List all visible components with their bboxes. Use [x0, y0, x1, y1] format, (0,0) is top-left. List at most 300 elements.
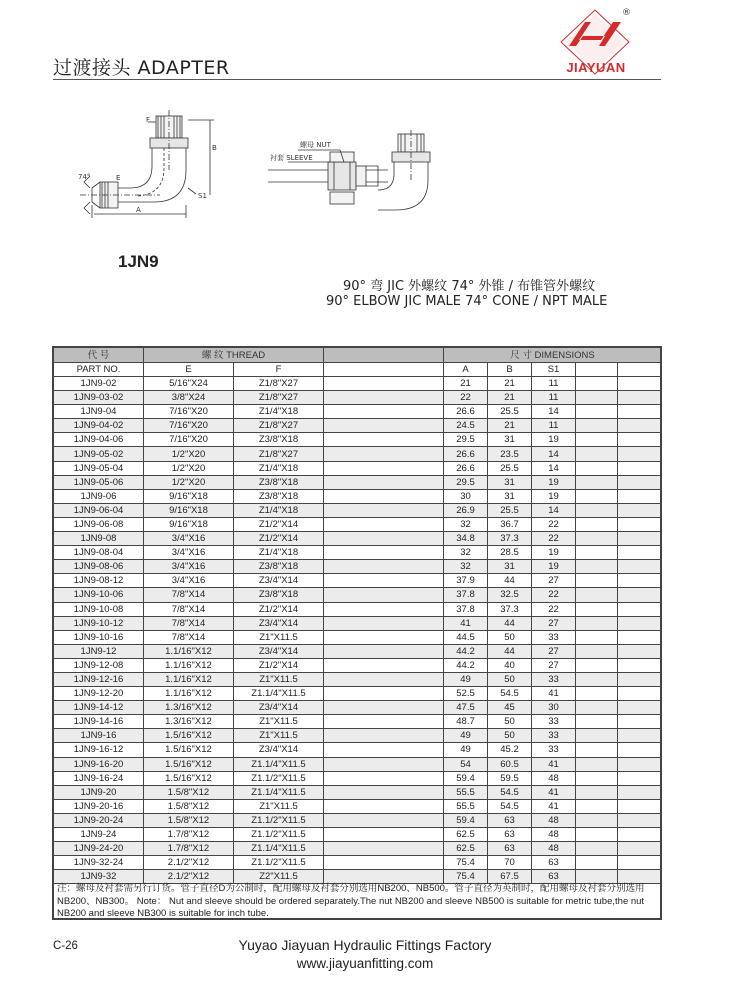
table-row — [54, 743, 662, 757]
cell-a: 55.5 — [444, 785, 488, 799]
cell-b: 54.5 — [488, 799, 532, 813]
description-chinese: 90° 弯 JIC 外螺纹 74° 外锥 / 布锥管外螺纹 — [343, 279, 596, 294]
cell-s1: 48 — [532, 771, 576, 785]
cell-s1: 11 — [532, 419, 576, 433]
cell-blank — [576, 546, 618, 560]
cell-part-no: 1JN9-10-06 — [54, 588, 144, 602]
cell-blank — [324, 546, 444, 560]
cell-part-no: 1JN9-05-06 — [54, 475, 144, 489]
page-title: 过渡接头 ADAPTER — [53, 57, 230, 79]
cell-e: 9/16"X18 — [144, 503, 234, 517]
table-row — [54, 729, 662, 743]
cell-blank — [618, 785, 662, 799]
cell-blank — [576, 870, 618, 884]
cell-a: 48.7 — [444, 715, 488, 729]
table-row — [54, 658, 662, 672]
cell-blank — [324, 842, 444, 856]
cell-part-no: 1JN9-14-16 — [54, 715, 144, 729]
cell-s1: 63 — [532, 870, 576, 884]
cell-blank — [618, 799, 662, 813]
sleeve-label: 衬套 SLEEVE — [270, 154, 313, 162]
dim-s1-label: S1 — [198, 192, 207, 200]
cell-a: 62.5 — [444, 828, 488, 842]
cell-s1: 19 — [532, 475, 576, 489]
cell-b: 67.5 — [488, 870, 532, 884]
cell-e: 3/4"X16 — [144, 574, 234, 588]
cell-blank — [324, 672, 444, 686]
nut-label: 螺母 NUT — [300, 141, 331, 149]
cell-blank — [324, 799, 444, 813]
cell-s1: 63 — [532, 856, 576, 870]
dim-e-label: E — [116, 174, 121, 182]
cell-blank — [324, 630, 444, 644]
cell-a: 41 — [444, 616, 488, 630]
cell-a: 49 — [444, 672, 488, 686]
cell-blank — [324, 616, 444, 630]
cell-e: 2.1/2"X12 — [144, 856, 234, 870]
cell-f: Z1.1/2"X11.5 — [234, 828, 324, 842]
dim-b-label: B — [212, 144, 217, 152]
table-row — [54, 447, 662, 461]
table-row — [54, 560, 662, 574]
cell-f: Z1/4"X18 — [234, 546, 324, 560]
cell-b: 31 — [488, 489, 532, 503]
assembly-drawing — [268, 130, 453, 225]
cell-blank — [576, 799, 618, 813]
cell-blank — [576, 644, 618, 658]
cell-f: Z1/2"X14 — [234, 658, 324, 672]
cell-a: 21 — [444, 377, 488, 391]
table-row — [54, 475, 662, 489]
cell-b: 28.5 — [488, 546, 532, 560]
col-s1: S1 — [532, 363, 576, 377]
cell-part-no: 1JN9-24 — [54, 828, 144, 842]
cell-blank — [576, 391, 618, 405]
cell-a: 49 — [444, 743, 488, 757]
col-b: B — [488, 363, 532, 377]
cell-s1: 33 — [532, 743, 576, 757]
cell-blank — [324, 813, 444, 827]
table-row — [54, 433, 662, 447]
dim-a-label: A — [136, 206, 141, 214]
cell-a: 34.8 — [444, 532, 488, 546]
cell-f: Z1.1/2"X11.5 — [234, 856, 324, 870]
table-row — [54, 377, 662, 391]
cell-a: 59.4 — [444, 771, 488, 785]
cell-blank — [324, 574, 444, 588]
table-row — [54, 532, 662, 546]
table-row — [54, 644, 662, 658]
cell-e: 5/16"X24 — [144, 377, 234, 391]
cell-part-no: 1JN9-32-24 — [54, 856, 144, 870]
cell-e: 1.1/16"X12 — [144, 672, 234, 686]
cell-e: 7/16"X20 — [144, 433, 234, 447]
table-row — [54, 405, 662, 419]
cell-b: 31 — [488, 475, 532, 489]
cell-e: 7/8"X14 — [144, 602, 234, 616]
cell-a: 32 — [444, 546, 488, 560]
cell-b: 25.5 — [488, 405, 532, 419]
cell-blank — [576, 658, 618, 672]
cell-a: 26.6 — [444, 461, 488, 475]
cell-blank — [576, 715, 618, 729]
table-row — [54, 616, 662, 630]
cell-a: 44.5 — [444, 630, 488, 644]
cell-part-no: 1JN9-24-20 — [54, 842, 144, 856]
registered-mark: ® — [622, 8, 631, 18]
cell-blank — [618, 672, 662, 686]
cell-e: 3/4"X16 — [144, 532, 234, 546]
spec-table — [53, 347, 662, 884]
cell-s1: 27 — [532, 616, 576, 630]
table-row — [54, 757, 662, 771]
cell-blank — [324, 461, 444, 475]
cell-blank — [618, 757, 662, 771]
cell-blank — [576, 489, 618, 503]
cell-f: Z1"X11.5 — [234, 672, 324, 686]
cell-a: 29.5 — [444, 475, 488, 489]
cell-blank — [324, 503, 444, 517]
cell-f: Z1.1/4"X11.5 — [234, 687, 324, 701]
website-link[interactable]: www.jiayuanfitting.com — [296, 956, 434, 971]
cell-a: 24.5 — [444, 419, 488, 433]
cell-e: 1.5/8"X12 — [144, 785, 234, 799]
cell-blank — [618, 856, 662, 870]
cell-a: 52.5 — [444, 687, 488, 701]
cell-a: 37.9 — [444, 574, 488, 588]
cell-blank — [618, 630, 662, 644]
cell-b: 25.5 — [488, 461, 532, 475]
cell-part-no: 1JN9-16-24 — [54, 771, 144, 785]
table-row — [54, 771, 662, 785]
cell-blank — [324, 644, 444, 658]
cell-e: 7/8"X14 — [144, 630, 234, 644]
model-number: 1JN9 — [118, 252, 159, 271]
cell-e: 1.5/16"X12 — [144, 757, 234, 771]
cell-b: 44 — [488, 644, 532, 658]
table-row — [54, 715, 662, 729]
note-english: Note： Nut and sleeve should be ordered separately.The nut NB200 and sleeve NB500 is suitable for metric tube,the nut NB200 and sleeve NB300 is suitable for inch tube. — [57, 895, 645, 919]
cell-s1: 22 — [532, 588, 576, 602]
cell-e: 1.5/16"X12 — [144, 743, 234, 757]
cell-e: 1.1/16"X12 — [144, 644, 234, 658]
table-row — [54, 588, 662, 602]
cell-part-no: 1JN9-12-20 — [54, 687, 144, 701]
col-part-no: PART NO. — [54, 363, 144, 377]
cell-blank — [576, 447, 618, 461]
cell-a: 32 — [444, 517, 488, 531]
cell-e: 1.5/8"X12 — [144, 813, 234, 827]
cell-blank — [324, 588, 444, 602]
col-blank — [576, 363, 618, 377]
cell-blank — [324, 743, 444, 757]
cell-blank — [618, 433, 662, 447]
cell-blank — [324, 602, 444, 616]
cell-part-no: 1JN9-04 — [54, 405, 144, 419]
cell-blank — [618, 870, 662, 884]
cell-blank — [618, 391, 662, 405]
table-row — [54, 517, 662, 531]
cell-blank — [324, 729, 444, 743]
company-name: Yuyao Jiayuan Hydraulic Fittings Factory — [238, 937, 492, 953]
cell-f: Z3/4"X14 — [234, 701, 324, 715]
cell-b: 54.5 — [488, 687, 532, 701]
cell-s1: 19 — [532, 489, 576, 503]
cell-b: 31 — [488, 560, 532, 574]
elbow-dimension-drawing — [60, 110, 230, 220]
cell-blank — [576, 828, 618, 842]
cell-part-no: 1JN9-12 — [54, 644, 144, 658]
cell-blank — [576, 701, 618, 715]
cell-f: Z3/4"X14 — [234, 574, 324, 588]
cell-blank — [576, 856, 618, 870]
cell-e: 1.5/8"X12 — [144, 799, 234, 813]
cell-s1: 48 — [532, 842, 576, 856]
cell-part-no: 1JN9-06-08 — [54, 517, 144, 531]
cell-blank — [576, 842, 618, 856]
cell-b: 44 — [488, 574, 532, 588]
cell-f: Z1/4"X18 — [234, 461, 324, 475]
cell-blank — [324, 560, 444, 574]
cell-blank — [324, 447, 444, 461]
cell-blank — [324, 771, 444, 785]
table-row — [54, 799, 662, 813]
table-row — [54, 489, 662, 503]
cell-b: 45 — [488, 701, 532, 715]
cell-part-no: 1JN9-10-12 — [54, 616, 144, 630]
cell-f: Z1/8"X27 — [234, 377, 324, 391]
cell-a: 32 — [444, 560, 488, 574]
cell-part-no: 1JN9-32 — [54, 870, 144, 884]
cell-blank — [576, 560, 618, 574]
cell-e: 1.7/8"X12 — [144, 842, 234, 856]
cell-a: 26.9 — [444, 503, 488, 517]
cell-blank — [324, 785, 444, 799]
cell-f: Z3/8"X18 — [234, 588, 324, 602]
cell-b: 50 — [488, 715, 532, 729]
cell-part-no: 1JN9-08-12 — [54, 574, 144, 588]
cell-blank — [324, 701, 444, 715]
cell-blank — [618, 729, 662, 743]
cell-blank — [576, 672, 618, 686]
cell-blank — [324, 828, 444, 842]
cell-s1: 11 — [532, 391, 576, 405]
cell-blank — [576, 433, 618, 447]
description-english: 90° ELBOW JIC MALE 74° CONE / NPT MALE — [326, 294, 608, 309]
cell-b: 32.5 — [488, 588, 532, 602]
cell-blank — [618, 616, 662, 630]
table-row — [54, 503, 662, 517]
dim-f-label: F — [146, 116, 151, 124]
page-number: C-26 — [53, 940, 78, 952]
cell-a: 75.4 — [444, 870, 488, 884]
cell-part-no: 1JN9-20-24 — [54, 813, 144, 827]
cell-s1: 14 — [532, 461, 576, 475]
table-row — [54, 461, 662, 475]
header-code: 代 号 — [54, 348, 144, 363]
cell-a: 37.8 — [444, 588, 488, 602]
cell-s1: 27 — [532, 658, 576, 672]
cell-e: 9/16"X18 — [144, 489, 234, 503]
cell-b: 31 — [488, 433, 532, 447]
cell-part-no: 1JN9-16-20 — [54, 757, 144, 771]
cell-s1: 41 — [532, 799, 576, 813]
cell-blank — [618, 377, 662, 391]
cell-a: 62.5 — [444, 842, 488, 856]
cell-e: 1.5/16"X12 — [144, 771, 234, 785]
cell-s1: 41 — [532, 757, 576, 771]
cell-part-no: 1JN9-12-16 — [54, 672, 144, 686]
cell-s1: 19 — [532, 560, 576, 574]
cell-part-no: 1JN9-10-08 — [54, 602, 144, 616]
cell-blank — [618, 546, 662, 560]
cell-f: Z3/4"X14 — [234, 743, 324, 757]
cell-blank — [576, 461, 618, 475]
cell-f: Z1.1/2"X11.5 — [234, 771, 324, 785]
cell-blank — [324, 405, 444, 419]
cell-f: Z3/8"X18 — [234, 475, 324, 489]
cell-a: 30 — [444, 489, 488, 503]
cell-part-no: 1JN9-03-02 — [54, 391, 144, 405]
note-chinese: 注：螺母及衬套需另行订货。管子直径D为公制时，配用螺母及衬套分别选用NB200、NB500。管子直径为英制时，配用螺母及衬套分别选用NB200、NB300。 — [57, 883, 645, 907]
cell-s1: 19 — [532, 433, 576, 447]
cell-f: Z3/4"X14 — [234, 616, 324, 630]
cell-f: Z1"X11.5 — [234, 715, 324, 729]
cell-a: 47.5 — [444, 701, 488, 715]
cell-f: Z1/4"X18 — [234, 503, 324, 517]
cell-part-no: 1JN9-02 — [54, 377, 144, 391]
cell-a: 75.4 — [444, 856, 488, 870]
cell-b: 44 — [488, 616, 532, 630]
cell-b: 21 — [488, 377, 532, 391]
cell-b: 50 — [488, 630, 532, 644]
table-row — [54, 687, 662, 701]
cell-blank — [618, 489, 662, 503]
cell-blank — [618, 743, 662, 757]
cell-b: 63 — [488, 842, 532, 856]
cell-f: Z1.1/4"X11.5 — [234, 785, 324, 799]
cell-blank — [576, 729, 618, 743]
col-a: A — [444, 363, 488, 377]
cell-blank — [618, 687, 662, 701]
cell-e: 7/16"X20 — [144, 419, 234, 433]
cell-e: 3/4"X16 — [144, 560, 234, 574]
cell-e: 7/16"X20 — [144, 405, 234, 419]
cell-blank — [324, 489, 444, 503]
header-divider — [53, 79, 661, 80]
table-row — [54, 856, 662, 870]
cell-part-no: 1JN9-20-16 — [54, 799, 144, 813]
cell-e: 1.3/16"X12 — [144, 715, 234, 729]
cell-blank — [576, 475, 618, 489]
cell-s1: 19 — [532, 546, 576, 560]
cell-b: 63 — [488, 813, 532, 827]
cell-s1: 22 — [532, 517, 576, 531]
cell-b: 45.2 — [488, 743, 532, 757]
cell-part-no: 1JN9-16 — [54, 729, 144, 743]
cell-a: 44.2 — [444, 644, 488, 658]
cell-part-no: 1JN9-04-02 — [54, 419, 144, 433]
cell-s1: 30 — [532, 701, 576, 715]
cell-e: 7/8"X14 — [144, 616, 234, 630]
cell-b: 21 — [488, 391, 532, 405]
brand-name: JIAYUAN — [566, 60, 626, 75]
cell-blank — [618, 405, 662, 419]
cell-b: 37.3 — [488, 602, 532, 616]
cell-e: 1.1/16"X12 — [144, 658, 234, 672]
cell-b: 36.7 — [488, 517, 532, 531]
table-row — [54, 785, 662, 799]
cell-f: Z2"X11.5 — [234, 870, 324, 884]
cell-part-no: 1JN9-14-12 — [54, 701, 144, 715]
cell-e: 2.1/2"X12 — [144, 870, 234, 884]
cell-e: 1/2"X20 — [144, 475, 234, 489]
cell-b: 70 — [488, 856, 532, 870]
table-row — [54, 546, 662, 560]
cell-b: 60.5 — [488, 757, 532, 771]
cell-blank — [576, 405, 618, 419]
cell-b: 50 — [488, 672, 532, 686]
cell-s1: 11 — [532, 377, 576, 391]
cell-e: 1/2"X20 — [144, 447, 234, 461]
cell-blank — [576, 517, 618, 531]
cell-f: Z1/8"X27 — [234, 419, 324, 433]
cell-blank — [618, 771, 662, 785]
cell-b: 63 — [488, 828, 532, 842]
cell-b: 59.5 — [488, 771, 532, 785]
cell-blank — [324, 757, 444, 771]
cell-a: 22 — [444, 391, 488, 405]
cell-part-no: 1JN9-16-12 — [54, 743, 144, 757]
header-dimensions: 尺 寸 DIMENSIONS — [444, 348, 662, 363]
cell-f: Z1"X11.5 — [234, 630, 324, 644]
table-row — [54, 842, 662, 856]
table-row — [54, 574, 662, 588]
table-row — [54, 391, 662, 405]
cell-blank — [324, 377, 444, 391]
cell-part-no: 1JN9-06 — [54, 489, 144, 503]
cell-blank — [576, 377, 618, 391]
cell-blank — [618, 658, 662, 672]
cell-blank — [576, 574, 618, 588]
cell-b: 40 — [488, 658, 532, 672]
angle-label: 74° — [78, 173, 91, 181]
table-row — [54, 672, 662, 686]
col-f: F — [234, 363, 324, 377]
cell-blank — [618, 447, 662, 461]
cell-blank — [618, 813, 662, 827]
cell-a: 29.5 — [444, 433, 488, 447]
cell-s1: 22 — [532, 532, 576, 546]
cell-blank — [576, 687, 618, 701]
cell-f: Z1"X11.5 — [234, 799, 324, 813]
cell-part-no: 1JN9-05-02 — [54, 447, 144, 461]
cell-f: Z1/8"X27 — [234, 391, 324, 405]
cell-a: 55.5 — [444, 799, 488, 813]
cell-e: 1.5/16"X12 — [144, 729, 234, 743]
cell-a: 44.2 — [444, 658, 488, 672]
cell-blank — [324, 532, 444, 546]
cell-blank — [324, 391, 444, 405]
table-row — [54, 419, 662, 433]
table-row — [54, 870, 662, 884]
cell-e: 3/4"X16 — [144, 546, 234, 560]
cell-part-no: 1JN9-08-06 — [54, 560, 144, 574]
cell-b: 21 — [488, 419, 532, 433]
cell-blank — [324, 856, 444, 870]
cell-blank — [618, 560, 662, 574]
cell-blank — [576, 630, 618, 644]
